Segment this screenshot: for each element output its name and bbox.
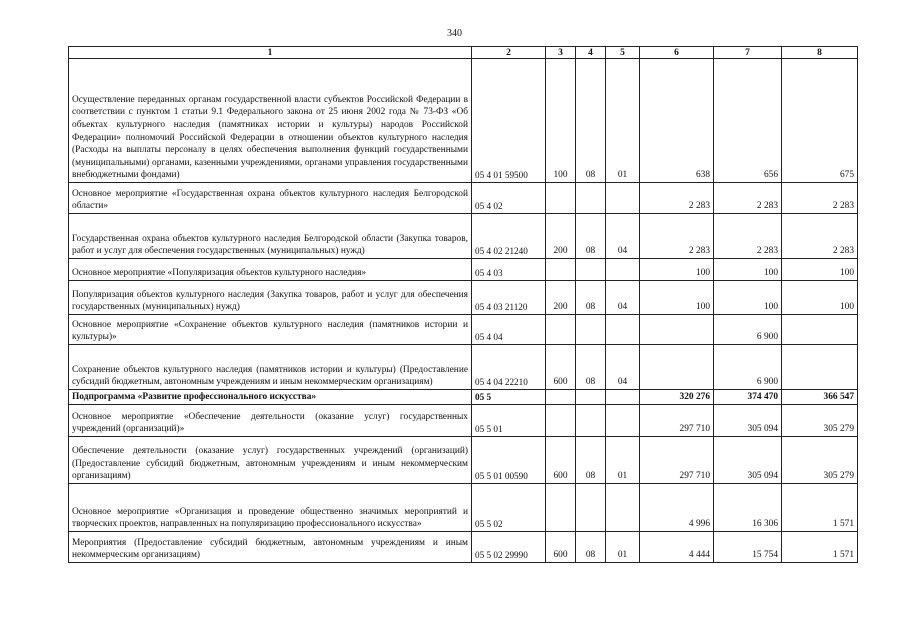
row-rz: 08 <box>576 437 606 484</box>
row-rz: 08 <box>576 214 606 259</box>
row-pr <box>606 183 640 214</box>
row-rz: 08 <box>576 345 606 390</box>
row-pr: 04 <box>606 281 640 315</box>
row-value-7: 6 900 <box>714 315 782 345</box>
row-pr: 04 <box>606 214 640 259</box>
row-rz <box>576 405 606 437</box>
row-value-8: 366 547 <box>782 390 858 405</box>
row-value-6: 4 444 <box>640 532 714 563</box>
row-value-8: 100 <box>782 259 858 281</box>
table-row <box>69 345 858 390</box>
row-rz <box>576 259 606 281</box>
row-description: Обеспечение деятельности (оказание услуг) государственных учреждений (организаций) (Предоставление субсидий бюджетным, автономным учреждениям и иным некоммерческим организациям) <box>69 437 472 484</box>
row-pr: 01 <box>606 59 640 183</box>
row-pr: 01 <box>606 532 640 563</box>
row-rz: 08 <box>576 532 606 563</box>
row-value-7: 374 470 <box>714 390 782 405</box>
row-description: Осуществление переданных органам государственной власти субъектов Российской Федерации в соответствии с пунктом 1 статьи 9.1 Федерального закона от 25 июня 2002 года № 73-ФЗ «Об объектах культурного наследия (памятниках истории и культуры) народов Российской Федерации» полномочий Российской Федерации в отношении объектов культурного наследия (Расходы на выплаты персоналу в целях обеспечения выполнения функций государственными (муниципальными) органами, казенными учреждениями, органами управления государственными внебюджетными фондами) <box>69 59 472 183</box>
row-code: 05 4 01 59500 <box>472 59 546 183</box>
table-row <box>69 259 858 281</box>
row-value-8: 1 571 <box>782 532 858 563</box>
row-code: 05 5 02 29990 <box>472 532 546 563</box>
table-row <box>69 437 858 484</box>
row-value-8: 2 283 <box>782 214 858 259</box>
header-col-2: 2 <box>472 47 546 59</box>
row-value-7: 6 900 <box>714 345 782 390</box>
row-value-6 <box>640 345 714 390</box>
header-col-7: 7 <box>714 47 782 59</box>
header-col-6: 6 <box>640 47 714 59</box>
row-description: Сохранение объектов культурного наследия (памятников истории и культуры) (Предоставление субсидий бюджетным, автономным учреждениям и иным некоммерческим организациям) <box>69 345 472 390</box>
row-value-7: 100 <box>714 281 782 315</box>
row-value-8 <box>782 345 858 390</box>
row-description: Основное мероприятие «Обеспечение деятельности (оказание услуг) государственных учреждений (организаций)» <box>69 405 472 437</box>
row-description: Основное мероприятие «Сохранение объектов культурного наследия (памятников истории и культуры)» <box>69 315 472 345</box>
row-code: 05 4 04 <box>472 315 546 345</box>
row-value-7: 16 306 <box>714 484 782 532</box>
row-value-7: 305 094 <box>714 405 782 437</box>
row-code: 05 5 01 00590 <box>472 437 546 484</box>
row-code: 05 4 03 <box>472 259 546 281</box>
row-pr <box>606 315 640 345</box>
row-pr: 04 <box>606 345 640 390</box>
row-code: 05 4 02 <box>472 183 546 214</box>
table-row <box>69 315 858 345</box>
header-col-1: 1 <box>69 47 472 59</box>
row-code: 05 4 04 22210 <box>472 345 546 390</box>
row-value-7: 100 <box>714 259 782 281</box>
row-vr <box>546 405 576 437</box>
row-code: 05 4 02 21240 <box>472 214 546 259</box>
row-description: Популяризация объектов культурного наследия (Закупка товаров, работ и услуг для обеспечения государственных (муниципальных) нужд) <box>69 281 472 315</box>
row-vr <box>546 259 576 281</box>
table-row-subprogram <box>69 390 858 405</box>
row-vr <box>546 484 576 532</box>
table-row <box>69 281 858 315</box>
row-pr <box>606 405 640 437</box>
row-value-8: 100 <box>782 281 858 315</box>
row-value-6: 100 <box>640 259 714 281</box>
row-pr <box>606 390 640 405</box>
row-rz <box>576 390 606 405</box>
row-code: 05 4 03 21120 <box>472 281 546 315</box>
row-value-7: 656 <box>714 59 782 183</box>
row-value-6 <box>640 315 714 345</box>
header-col-8: 8 <box>782 47 858 59</box>
row-value-6: 100 <box>640 281 714 315</box>
row-vr <box>546 390 576 405</box>
row-value-8: 2 283 <box>782 183 858 214</box>
table-row <box>69 59 858 183</box>
row-value-7: 305 094 <box>714 437 782 484</box>
header-row <box>69 47 858 59</box>
row-value-6: 320 276 <box>640 390 714 405</box>
row-vr: 100 <box>546 59 576 183</box>
table-row <box>69 214 858 259</box>
row-vr: 600 <box>546 532 576 563</box>
row-pr <box>606 484 640 532</box>
row-value-6: 4 996 <box>640 484 714 532</box>
row-value-6: 638 <box>640 59 714 183</box>
page-number: 340 <box>447 28 462 39</box>
row-vr: 600 <box>546 437 576 484</box>
row-value-8: 675 <box>782 59 858 183</box>
row-code: 05 5 01 <box>472 405 546 437</box>
row-value-7: 2 283 <box>714 183 782 214</box>
row-value-7: 2 283 <box>714 214 782 259</box>
row-value-8 <box>782 315 858 345</box>
row-code: 05 5 <box>472 390 546 405</box>
budget-table <box>68 46 858 563</box>
row-vr: 200 <box>546 214 576 259</box>
row-value-8: 1 571 <box>782 484 858 532</box>
row-description: Мероприятия (Предоставление субсидий бюджетным, автономным учреждениям и иным некоммерческим организациям) <box>69 532 472 563</box>
row-code: 05 5 02 <box>472 484 546 532</box>
row-value-6: 2 283 <box>640 214 714 259</box>
table-row <box>69 405 858 437</box>
row-pr <box>606 259 640 281</box>
row-rz <box>576 315 606 345</box>
row-value-6: 297 710 <box>640 437 714 484</box>
row-rz <box>576 183 606 214</box>
row-rz: 08 <box>576 59 606 183</box>
row-vr <box>546 183 576 214</box>
row-rz <box>576 484 606 532</box>
row-pr: 01 <box>606 437 640 484</box>
row-value-6: 297 710 <box>640 405 714 437</box>
row-value-8: 305 279 <box>782 405 858 437</box>
row-value-7: 15 754 <box>714 532 782 563</box>
row-value-6: 2 283 <box>640 183 714 214</box>
header-col-3: 3 <box>546 47 576 59</box>
row-description: Государственная охрана объектов культурного наследия Белгородской области (Закупка товаров, работ и услуг для обеспечения государственных (муниципальных) нужд) <box>69 214 472 259</box>
row-rz: 08 <box>576 281 606 315</box>
table-row <box>69 183 858 214</box>
row-description: Основное мероприятие «Государственная охрана объектов культурного наследия Белгородской области» <box>69 183 472 214</box>
row-description: Основное мероприятие «Организация и проведение общественно значимых мероприятий и творческих проектов, направленных на популяризацию профессионального искусства» <box>69 484 472 532</box>
table-row <box>69 484 858 532</box>
table-row <box>69 532 858 563</box>
row-vr: 600 <box>546 345 576 390</box>
row-description: Основное мероприятие «Популяризация объектов культурного наследия» <box>69 259 472 281</box>
row-value-8: 305 279 <box>782 437 858 484</box>
row-vr <box>546 315 576 345</box>
row-vr: 200 <box>546 281 576 315</box>
row-description: Подпрограмма «Развитие профессионального искусства» <box>69 390 472 405</box>
header-col-5: 5 <box>606 47 640 59</box>
header-col-4: 4 <box>576 47 606 59</box>
